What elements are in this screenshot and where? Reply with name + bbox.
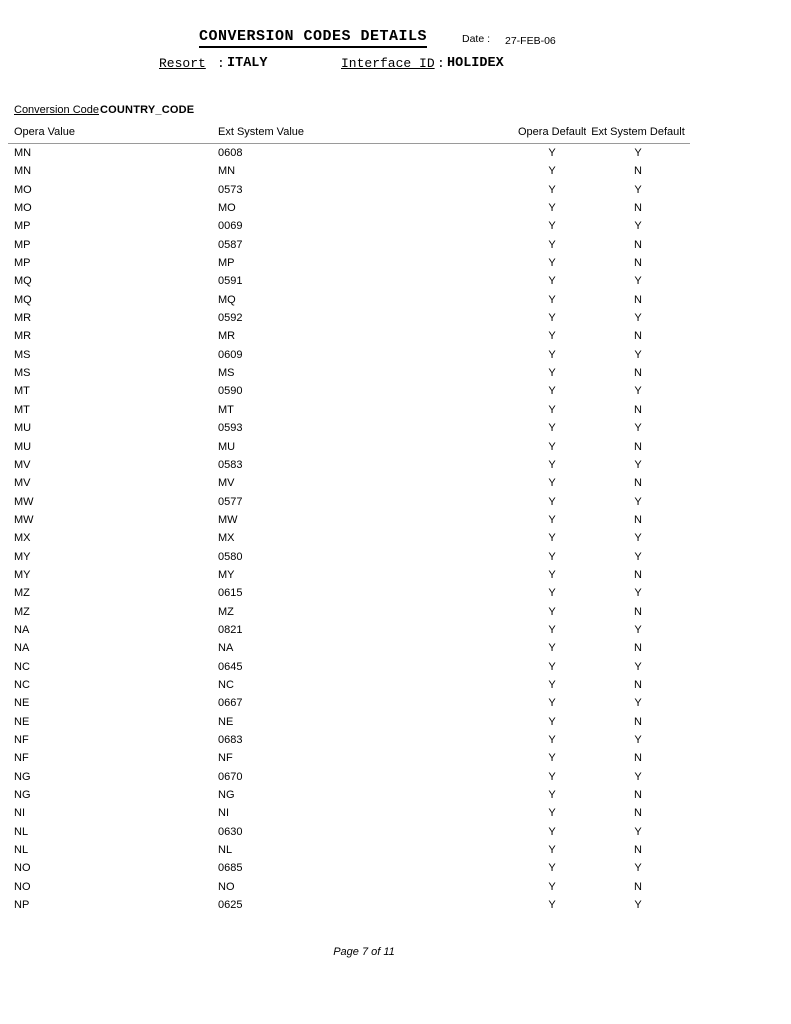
table-cell: MV bbox=[14, 458, 31, 471]
table-cell: MY bbox=[218, 568, 235, 581]
table-cell: MO bbox=[218, 202, 236, 215]
table-cell: 0609 bbox=[218, 348, 243, 361]
table-cell: Y bbox=[634, 385, 642, 398]
table-body bbox=[8, 144, 690, 915]
table-cell: MR bbox=[218, 330, 236, 343]
table-cell: MR bbox=[14, 330, 32, 343]
table-cell: MR bbox=[14, 312, 32, 325]
table-cell: Y bbox=[548, 623, 556, 636]
table-cell: 0685 bbox=[218, 862, 243, 875]
table-row bbox=[8, 382, 690, 400]
table-cell: N bbox=[634, 789, 642, 802]
table-cell: MW bbox=[218, 513, 238, 526]
table-row bbox=[8, 364, 690, 382]
table-row bbox=[8, 584, 690, 602]
table-cell: Y bbox=[548, 257, 556, 270]
table-cell: MU bbox=[14, 422, 32, 435]
conversion-code-label: Conversion Code bbox=[14, 104, 99, 116]
table-row bbox=[8, 327, 690, 345]
table-cell: N bbox=[634, 293, 642, 306]
table-cell: MW bbox=[14, 495, 34, 508]
table-cell: MT bbox=[14, 403, 30, 416]
page-number: Page 7 of 11 bbox=[333, 946, 395, 958]
table-cell: N bbox=[634, 165, 642, 178]
table-cell: Y bbox=[634, 899, 642, 912]
table-cell: Y bbox=[548, 642, 556, 655]
table-row bbox=[8, 786, 690, 804]
table-cell: Y bbox=[634, 275, 642, 288]
table-cell: MV bbox=[218, 477, 235, 490]
table-cell: 0670 bbox=[218, 770, 243, 783]
table-row bbox=[8, 841, 690, 859]
table-header bbox=[8, 124, 690, 144]
table-cell: Y bbox=[634, 660, 642, 673]
table-cell: 0583 bbox=[218, 458, 243, 471]
table-cell: Y bbox=[548, 678, 556, 691]
table-cell: MP bbox=[14, 220, 31, 233]
table-cell: MY bbox=[14, 568, 31, 581]
table-cell: Y bbox=[548, 495, 556, 508]
table-row bbox=[8, 694, 690, 712]
table-cell: NC bbox=[218, 678, 234, 691]
table-cell: N bbox=[634, 403, 642, 416]
table-cell: NG bbox=[14, 770, 31, 783]
table-cell: MV bbox=[14, 477, 31, 490]
table-row bbox=[8, 731, 690, 749]
table-cell: N bbox=[634, 257, 642, 270]
table-cell: Y bbox=[548, 568, 556, 581]
table-cell: NC bbox=[14, 660, 30, 673]
table-cell: Y bbox=[548, 862, 556, 875]
table-cell: N bbox=[634, 202, 642, 215]
table-cell: MN bbox=[14, 165, 32, 178]
table-cell: N bbox=[634, 513, 642, 526]
table-cell: Y bbox=[548, 807, 556, 820]
table-cell: 0667 bbox=[218, 697, 243, 710]
table-cell: 0608 bbox=[218, 147, 243, 159]
table-cell: 0592 bbox=[218, 312, 243, 325]
table-cell: Y bbox=[634, 312, 642, 325]
column-header-opera-default: Opera Default bbox=[518, 124, 586, 144]
table-cell: N bbox=[634, 477, 642, 490]
table-row bbox=[8, 529, 690, 547]
table-cell: Y bbox=[548, 715, 556, 728]
column-header-ext-system-default: Ext System Default bbox=[586, 124, 690, 144]
table-row bbox=[8, 548, 690, 566]
table-cell: Y bbox=[634, 825, 642, 838]
table-cell: NL bbox=[14, 844, 29, 857]
table-row bbox=[8, 676, 690, 694]
table-cell: Y bbox=[634, 348, 642, 361]
table-row bbox=[8, 401, 690, 419]
table-row bbox=[8, 309, 690, 327]
table-cell: Y bbox=[548, 238, 556, 251]
page-title: CONVERSION CODES DETAILS bbox=[199, 28, 427, 48]
table-cell: Y bbox=[634, 147, 642, 159]
table-row bbox=[8, 199, 690, 217]
table-cell: Y bbox=[548, 513, 556, 526]
table-cell: Y bbox=[548, 844, 556, 857]
table-cell: NF bbox=[14, 752, 29, 765]
table-cell: Y bbox=[548, 330, 556, 343]
table-cell: MS bbox=[14, 348, 31, 361]
table-cell: Y bbox=[548, 202, 556, 215]
table-cell: Y bbox=[548, 752, 556, 765]
table-row bbox=[8, 493, 690, 511]
table-cell: Y bbox=[548, 348, 556, 361]
table-cell: 0580 bbox=[218, 550, 243, 563]
table-cell: NI bbox=[218, 807, 229, 820]
table-cell: MN bbox=[14, 147, 32, 159]
table-cell: 0573 bbox=[218, 183, 243, 196]
table-cell: N bbox=[634, 678, 642, 691]
table-cell: NO bbox=[14, 862, 31, 875]
table-cell: Y bbox=[548, 789, 556, 802]
interface-id-separator: : bbox=[437, 56, 445, 71]
table-cell: Y bbox=[634, 495, 642, 508]
interface-id-value: HOLIDEX bbox=[447, 56, 504, 71]
table-cell: Y bbox=[634, 862, 642, 875]
table-cell: Y bbox=[548, 899, 556, 912]
table-cell: Y bbox=[548, 385, 556, 398]
table-cell: Y bbox=[548, 165, 556, 178]
table-cell: NC bbox=[14, 678, 30, 691]
column-header-opera-value: Opera Value bbox=[8, 124, 218, 144]
table-cell: N bbox=[634, 642, 642, 655]
table-cell: 0593 bbox=[218, 422, 243, 435]
table-cell: Y bbox=[548, 880, 556, 893]
table-cell: Y bbox=[634, 220, 642, 233]
table-cell: NL bbox=[14, 825, 29, 838]
table-cell: 0625 bbox=[218, 899, 243, 912]
table-cell: Y bbox=[548, 550, 556, 563]
table-cell: 0587 bbox=[218, 238, 243, 251]
table-row bbox=[8, 639, 690, 657]
table-row bbox=[8, 346, 690, 364]
table-cell: Y bbox=[634, 587, 642, 600]
table-cell: N bbox=[634, 605, 642, 618]
table-cell: Y bbox=[548, 183, 556, 196]
table-row bbox=[8, 823, 690, 841]
table-cell: N bbox=[634, 715, 642, 728]
table-row bbox=[8, 144, 690, 163]
table-cell: N bbox=[634, 440, 642, 453]
table-row bbox=[8, 272, 690, 290]
table-cell: MZ bbox=[218, 605, 234, 618]
table-cell: Y bbox=[634, 623, 642, 636]
table-cell: NG bbox=[218, 789, 235, 802]
table-cell: MQ bbox=[14, 293, 32, 306]
table-cell: NF bbox=[14, 734, 29, 746]
table-cell: MX bbox=[14, 532, 31, 545]
table-cell: Y bbox=[634, 183, 642, 196]
table-cell: Y bbox=[548, 697, 556, 710]
table-cell: 0683 bbox=[218, 734, 243, 746]
table-cell: MS bbox=[14, 367, 31, 380]
table-cell: Y bbox=[548, 147, 556, 159]
table-cell: MT bbox=[218, 403, 234, 416]
table-cell: NF bbox=[218, 752, 233, 765]
table-row bbox=[8, 713, 690, 731]
table-cell: Y bbox=[634, 532, 642, 545]
table-cell: N bbox=[634, 844, 642, 857]
table-cell: NG bbox=[14, 789, 31, 802]
table-cell: Y bbox=[548, 367, 556, 380]
table-cell: MP bbox=[218, 257, 235, 270]
table-cell: Y bbox=[548, 422, 556, 435]
table-row bbox=[8, 438, 690, 456]
table-cell: N bbox=[634, 752, 642, 765]
table-cell: MP bbox=[14, 238, 31, 251]
table-cell: N bbox=[634, 238, 642, 251]
table-cell: Y bbox=[634, 697, 642, 710]
table-cell: Y bbox=[634, 422, 642, 435]
table-row bbox=[8, 658, 690, 676]
resort-value: ITALY bbox=[227, 56, 268, 71]
table-cell: NA bbox=[218, 642, 234, 655]
table-cell: 0821 bbox=[218, 623, 243, 636]
table-cell: Y bbox=[548, 532, 556, 545]
table-cell: Y bbox=[634, 770, 642, 783]
table-row bbox=[8, 456, 690, 474]
table-row bbox=[8, 859, 690, 877]
table-row bbox=[8, 236, 690, 254]
table-cell: MZ bbox=[14, 587, 30, 600]
table-cell: NE bbox=[14, 715, 30, 728]
table-row bbox=[8, 511, 690, 529]
table-header-row bbox=[8, 124, 690, 144]
table-cell: MO bbox=[14, 202, 32, 215]
table-row bbox=[8, 181, 690, 199]
table-cell: MO bbox=[14, 183, 32, 196]
table-cell: N bbox=[634, 367, 642, 380]
column-header-ext-system-value: Ext System Value bbox=[218, 124, 518, 144]
table-cell: N bbox=[634, 880, 642, 893]
table-cell: MU bbox=[218, 440, 236, 453]
table-row bbox=[8, 749, 690, 767]
table-cell: NA bbox=[14, 642, 30, 655]
conversion-code-value: COUNTRY_CODE bbox=[100, 104, 195, 116]
table-row bbox=[8, 254, 690, 272]
table-cell: MN bbox=[218, 165, 236, 178]
table-cell: NA bbox=[14, 623, 30, 636]
table-cell: NE bbox=[14, 697, 30, 710]
table-cell: MT bbox=[14, 385, 30, 398]
table-row bbox=[8, 566, 690, 584]
table-cell: MY bbox=[14, 550, 31, 563]
table-cell: MW bbox=[14, 513, 34, 526]
table-cell: N bbox=[634, 568, 642, 581]
table-cell: 0591 bbox=[218, 275, 243, 288]
table-cell: NO bbox=[14, 880, 31, 893]
table-row bbox=[8, 419, 690, 437]
table-cell: 0645 bbox=[218, 660, 243, 673]
table-cell: MQ bbox=[14, 275, 32, 288]
table-cell: Y bbox=[634, 734, 642, 746]
table-cell: Y bbox=[634, 550, 642, 563]
table-cell: Y bbox=[548, 734, 556, 746]
table-cell: Y bbox=[548, 312, 556, 325]
date-value: 27-FEB-06 bbox=[505, 35, 556, 47]
conversion-codes-table bbox=[8, 124, 690, 914]
table-cell: Y bbox=[548, 440, 556, 453]
table-cell: 0069 bbox=[218, 220, 243, 233]
table-cell: Y bbox=[548, 275, 556, 288]
table-cell: Y bbox=[548, 458, 556, 471]
table-row bbox=[8, 474, 690, 492]
table-cell: NP bbox=[14, 899, 30, 912]
table-row bbox=[8, 878, 690, 896]
table-cell: NL bbox=[218, 844, 233, 857]
table-cell: 0577 bbox=[218, 495, 243, 508]
table-cell: Y bbox=[548, 825, 556, 838]
table-cell: Y bbox=[634, 458, 642, 471]
interface-id-label: Interface ID bbox=[341, 56, 435, 71]
table-cell: Y bbox=[548, 770, 556, 783]
table-row bbox=[8, 804, 690, 822]
table-cell: MP bbox=[14, 257, 31, 270]
table-cell: 0590 bbox=[218, 385, 243, 398]
resort-separator: : bbox=[217, 56, 225, 71]
table-row bbox=[8, 162, 690, 180]
table-cell: NI bbox=[14, 807, 25, 820]
table-row bbox=[8, 217, 690, 235]
table-cell: 0630 bbox=[218, 825, 243, 838]
table-cell: MZ bbox=[14, 605, 30, 618]
table-cell: MU bbox=[14, 440, 32, 453]
date-label: Date : bbox=[462, 33, 491, 45]
table-cell: Y bbox=[548, 587, 556, 600]
table-cell: Y bbox=[548, 220, 556, 233]
table-cell: N bbox=[634, 807, 642, 820]
table-cell: 0615 bbox=[218, 587, 243, 600]
table-cell: NE bbox=[218, 715, 234, 728]
table-cell: N bbox=[634, 330, 642, 343]
resort-label: Resort bbox=[159, 56, 206, 71]
table-cell: Y bbox=[548, 403, 556, 416]
table-cell: Y bbox=[548, 660, 556, 673]
table-cell: MS bbox=[218, 367, 235, 380]
table-row bbox=[8, 896, 690, 914]
table-row bbox=[8, 621, 690, 639]
table-cell: NO bbox=[218, 880, 235, 893]
table-row bbox=[8, 291, 690, 309]
table-cell: MQ bbox=[218, 293, 236, 306]
table-cell: Y bbox=[548, 605, 556, 618]
table-cell: Y bbox=[548, 293, 556, 306]
table-cell: MX bbox=[218, 532, 235, 545]
table-cell: Y bbox=[548, 477, 556, 490]
table-row bbox=[8, 603, 690, 621]
table-row bbox=[8, 768, 690, 786]
